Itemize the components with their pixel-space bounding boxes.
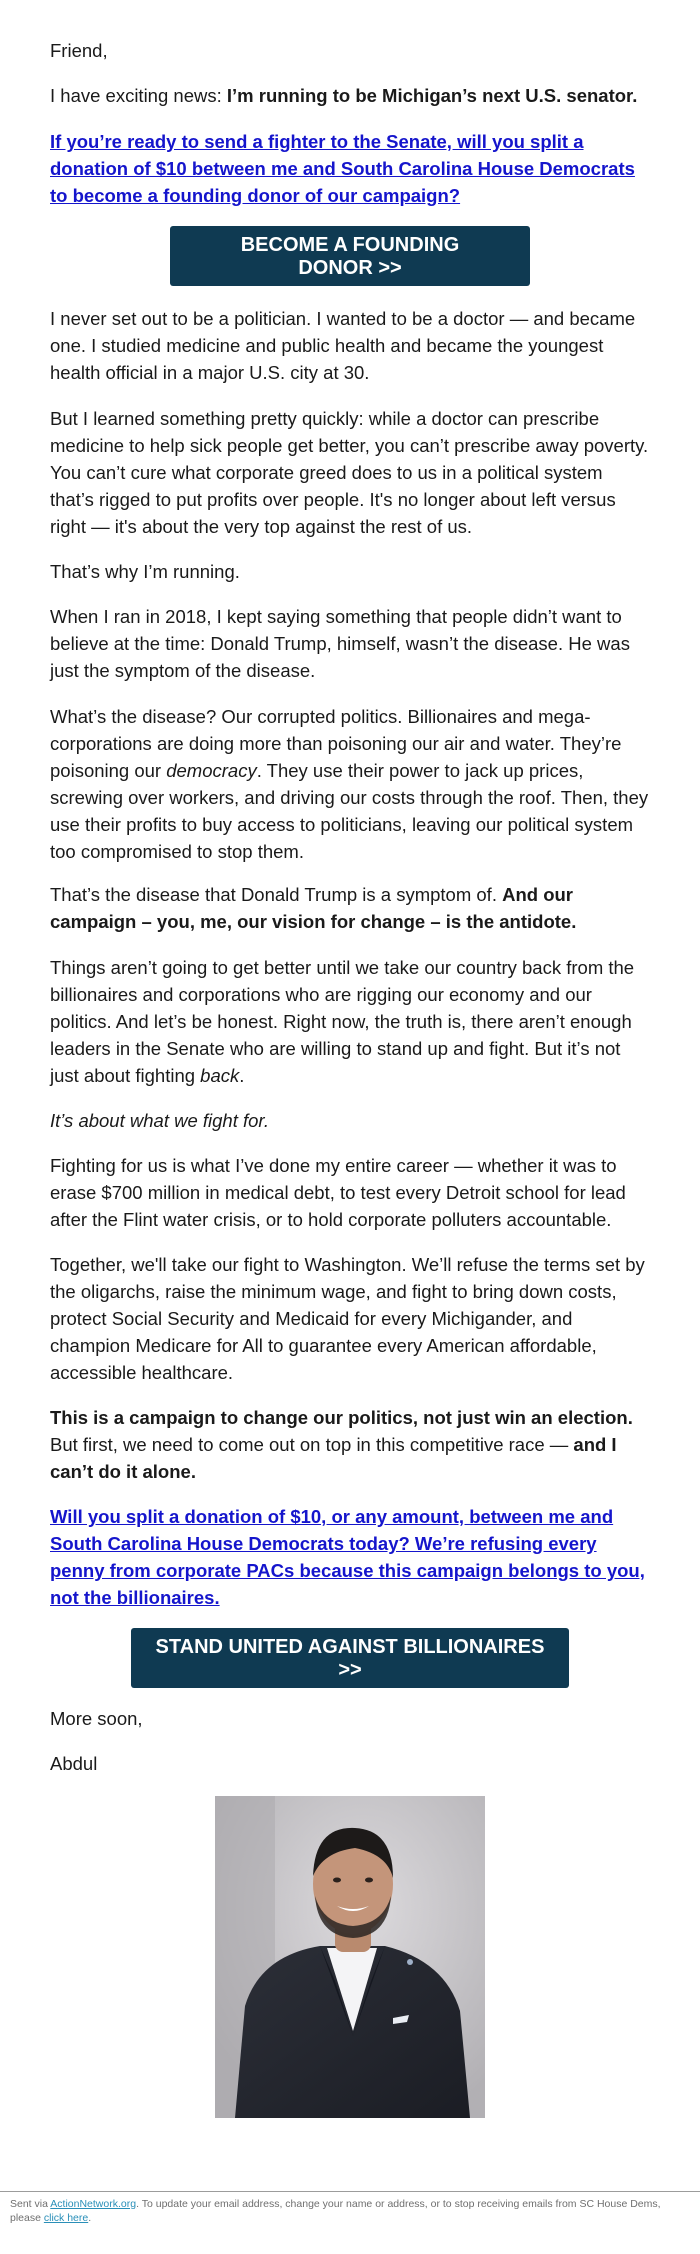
paragraph-disease — [50, 703, 650, 865]
unsubscribe-link[interactable]: click here — [43, 2212, 89, 2224]
disease-text-b: . They use their power to jack up prices, screwing over workers, and driving our costs through the roof. Then, they use their profits to buy access to politicians, leaving our political system too compromised to stop them. — [50, 760, 649, 862]
ask-paragraph-1 — [50, 128, 650, 209]
paragraph-prescribe: But I learned something pretty quickly: while a doctor can prescribe medicine to help sick people get better, you can’t prescribe away poverty. You can’t cure what corporate greed does to us in a political system that’s rigged to put profits over people. It's no longer about left versus right — it's about the very top against the rest of us. — [50, 408, 649, 537]
campaign-bold-1: This is a campaign to change our politics, not just win an election. — [50, 1407, 633, 1428]
campaign-bold-2: and I can’t do it alone. — [50, 1434, 617, 1482]
antidote-text: That’s the disease that Donald Trump is a symptom of. — [50, 884, 503, 905]
footer-suffix: . — [88, 2212, 92, 2224]
disease-emphasis: democracy — [166, 760, 257, 781]
paragraph-fight-back — [50, 954, 650, 1089]
footer-prefix: Sent via — [10, 2198, 51, 2210]
footer-divider — [0, 2191, 700, 2192]
stand-united-button[interactable]: STAND UNITED AGAINST BILLIONAIRES >> — [131, 1628, 569, 1688]
paragraph-fight-for — [50, 1107, 650, 1134]
antidote-bold: And our campaign – you, me, our vision for change – is the antidote. — [50, 884, 577, 932]
paragraph-career: Fighting for us is what I’ve done my entire career — whether it was to erase $700 million in medical debt, to test every Detroit school for lead after the Flint water crisis, or to hold corporate polluters accountable. — [50, 1155, 626, 1230]
greeting: Friend, — [50, 40, 108, 61]
fight-back-text-a: Things aren’t going to get better until we take our country back from the billionaires and corporations who are rigging our economy and our politics. And let’s be honest. Right now, the truth is, there aren’t enough leaders in the Senate who are willing to stand up and fight. But it’s not just about fighting — [50, 957, 635, 1086]
paragraph-why-running: That’s why I’m running. — [50, 561, 240, 582]
campaign-text: But first, we need to come out on top in this competitive race — — [50, 1434, 574, 1455]
footer-middle: . To update your email address, change your name or address, or to stop receiving emails from SC House Dems, please — [10, 2198, 661, 2224]
paragraph-washington: Together, we'll take our fight to Washington. We’ll refuse the terms set by the oligarchs, raise the minimum wage, and fight to bring down costs, protect Social Security and Medicaid for every Michigander, and champion Medicare for All to guarantee every American affordable, accessible healthcare. — [50, 1254, 645, 1383]
footer — [10, 2197, 680, 2225]
become-founding-donor-button[interactable]: BECOME A FOUNDING DONOR >> — [170, 226, 530, 286]
ask-paragraph-2 — [50, 1503, 650, 1611]
disease-text-a: What’s the disease? Our corrupted politics. Billionaires and mega-corporations are doing more than poisoning our air and water. They’re poisoning our — [50, 706, 622, 781]
paragraph-antidote — [50, 881, 650, 935]
paragraph-2018: When I ran in 2018, I kept saying something that people didn’t want to believe at the time: Donald Trump, himself, wasn’t the disease. He was just the symptom of the disease. — [50, 606, 630, 681]
fight-back-emphasis: back — [200, 1065, 240, 1086]
donate-link-2[interactable]: Will you split a donation of $10, or any amount, between me and South Carolina House Democrats today? We’re refusing every penny from corporate PACs because this campaign belongs to you, not the billionaires. — [50, 1506, 645, 1608]
paragraph-campaign — [50, 1404, 650, 1485]
donate-link-1[interactable]: If you’re ready to send a fighter to the Senate, will you split a donation of $10 between me and South Carolina House Democrats to become a founding donor of our campaign? — [50, 131, 635, 206]
candidate-portrait-image — [215, 1796, 485, 2118]
announcement-paragraph — [50, 82, 650, 109]
announcement-bold: I’m running to be Michigan’s next U.S. senator. — [226, 85, 638, 106]
actionnetwork-link[interactable]: ActionNetwork.org — [50, 2198, 137, 2210]
fight-back-text-b: . — [239, 1065, 245, 1086]
signature: Abdul — [50, 1753, 98, 1774]
announcement-prefix: I have exciting news: — [50, 85, 227, 106]
fight-for-emphasis: It’s about what we fight for. — [50, 1110, 270, 1131]
signoff: More soon, — [50, 1708, 143, 1729]
paragraph-doctor: I never set out to be a politician. I wanted to be a doctor — and became one. I studied medicine and public health and became the youngest health official in a major U.S. city at 30. — [50, 308, 636, 383]
candidate-photo — [215, 1796, 485, 2118]
